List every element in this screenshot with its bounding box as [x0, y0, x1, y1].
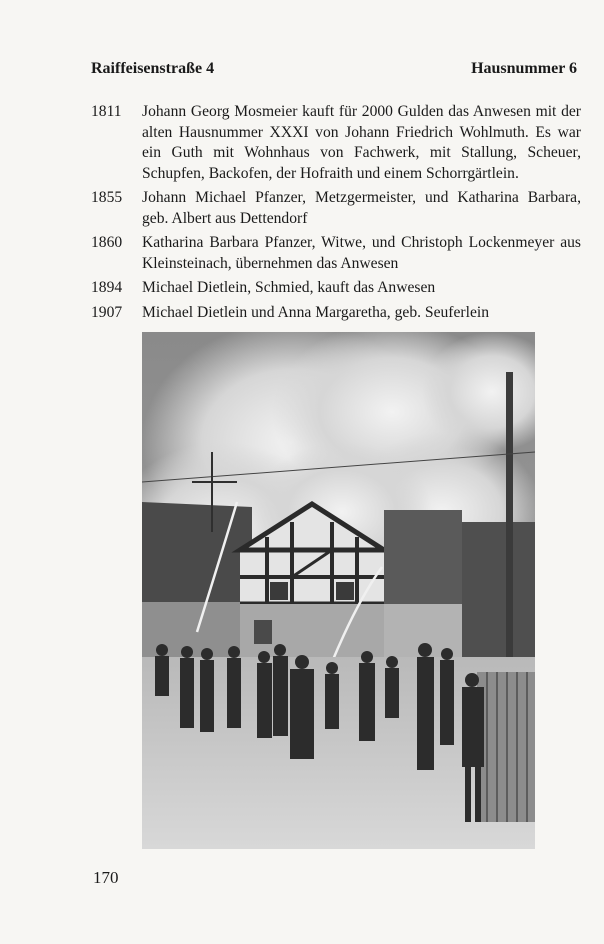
entry-text: Michael Dietlein, Schmied, kauft das Anwesen [142, 279, 436, 296]
history-entry [91, 102, 581, 184]
utility-pole [506, 372, 513, 662]
history-entry [91, 303, 581, 324]
entry-text: Michael Dietlein und Anna Margaretha, geb. Seuferlein [142, 303, 489, 321]
wooden-fence [477, 672, 535, 822]
header-street: Raiffeisenstraße 4 [91, 60, 215, 77]
history-entry [91, 188, 581, 229]
entry-year: 1894 [91, 279, 123, 296]
entry-year: 1907 [91, 303, 123, 321]
entry-year: 1860 [91, 234, 123, 251]
entry-text: Katharina Barbara Pfanzer, Witwe, und Christoph Lockenmeyer aus Kleinsteinach, übernehmen das Anwesen [142, 234, 581, 272]
page-number: 170 [93, 868, 119, 887]
entry-text: Johann Michael Pfanzer, Metzgermeister, und Katharina Barbara, geb. Albert aus Dettendorf [142, 189, 581, 227]
ownership-history-list [91, 102, 581, 327]
entry-year: 1811 [91, 103, 122, 120]
entry-text: Johann Georg Mosmeier kauft für 2000 Gulden das Anwesen mit der alten Hausnummer XXXI von Johann Friedrich Wohlmuth. Es war ein Guth mit Wohnhaus von Fachwerk, mit Stallung, Scheuer, Schupfen, Backofen, der Hofraith und einem Schorrgärtlein. [142, 103, 581, 182]
history-entry [91, 233, 581, 274]
history-entry [91, 278, 581, 299]
header-house-number: Hausnummer 6 [471, 60, 577, 77]
running-header [91, 60, 577, 78]
house-fire-photo [142, 332, 535, 849]
entry-year: 1855 [91, 189, 123, 206]
